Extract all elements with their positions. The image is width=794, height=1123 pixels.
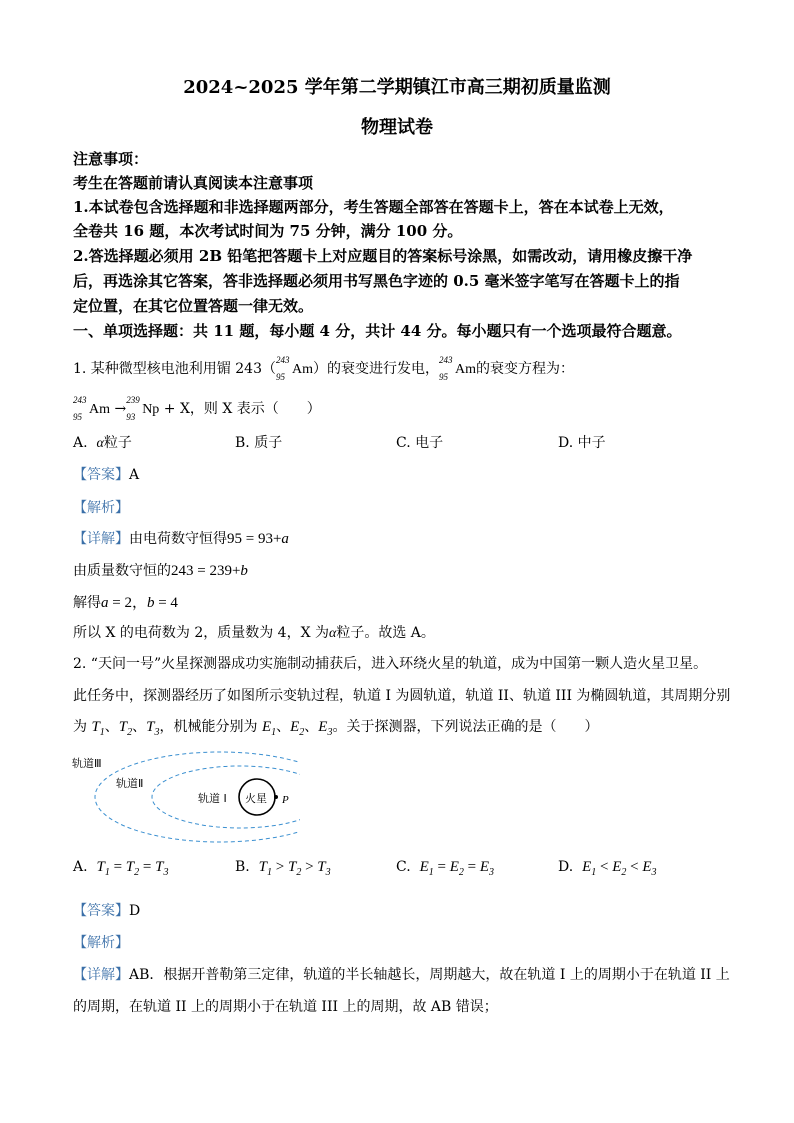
notice-heading: 注意事项： xyxy=(73,150,149,168)
separator: 、 xyxy=(132,719,147,735)
var: T xyxy=(96,859,105,875)
var: T xyxy=(146,719,155,735)
equation: 243 = 239+ xyxy=(171,563,241,579)
separator: 、 xyxy=(276,719,291,735)
np-nuclide xyxy=(126,395,160,422)
detail-tag: 【详解】 xyxy=(73,531,129,547)
variable: a xyxy=(281,531,289,547)
subscript: 2 xyxy=(458,867,464,878)
q2-option-a xyxy=(73,859,168,878)
q1-equation xyxy=(73,395,321,422)
am-z: 95 xyxy=(275,372,285,382)
option-letter: C. xyxy=(396,859,411,875)
E1 xyxy=(261,719,277,738)
subscript: 1 xyxy=(104,867,110,878)
subscript: 1 xyxy=(267,867,272,878)
detail-text: AB．根据开普勒第三定律，轨道的半长轴越长，周期越大，故在轨道 I 上的周期小于在轨道 II 上 xyxy=(129,967,730,983)
detail-text: 由质量数守恒的 xyxy=(73,563,171,579)
subscript: 3 xyxy=(325,867,331,878)
notice-line: 1.本试卷包含选择题和非选择题两部分，考生答题全部答在答题卡上，答在本试卷上无效， xyxy=(73,198,674,216)
q2-stem-line: 此任务中，探测器经历了如图所示变轨过程，轨道 I 为圆轨道，轨道 II、轨道 III 为椭圆轨道，其周期分别 xyxy=(73,688,731,704)
subscript: 2 xyxy=(296,867,302,878)
am-z: 95 xyxy=(73,412,82,422)
np-mass: 239 xyxy=(126,395,140,405)
var: E xyxy=(582,859,592,875)
q1-option-d: D. 中子 xyxy=(558,435,606,451)
notice-line: 定位置，在其它位置答题一律无效。 xyxy=(73,297,314,315)
E3 xyxy=(318,719,333,738)
subscript: 3 xyxy=(163,867,169,878)
q1-detail-line xyxy=(73,528,289,548)
detail-text: 所以 X 的电荷数为 2，质量数为 4，X 为 xyxy=(73,625,329,641)
alpha-symbol: α xyxy=(329,626,337,641)
subscript: 3 xyxy=(489,867,495,878)
subscript: 3 xyxy=(154,727,160,738)
variable: b xyxy=(146,595,155,611)
var: T xyxy=(287,859,297,875)
section-heading: 一、单项选择题：共 11 题，每小题 4 分，共计 44 分。每小题只有一个选项最符合题意。 xyxy=(73,322,682,340)
q1-detail-line xyxy=(73,560,248,580)
q2-stem-line: 2. “天问一号”火星探测器成功实施制动捕获后，进入环绕火星的轨道，成为中国第一颗人造火星卫星。 xyxy=(73,656,708,672)
am-symbol: Am xyxy=(291,362,313,377)
var: T xyxy=(317,859,326,875)
operator: = xyxy=(437,859,446,875)
operator: < xyxy=(630,859,639,875)
separator: 、 xyxy=(304,719,319,735)
T3 xyxy=(146,719,160,738)
option-letter: A. xyxy=(73,859,88,875)
notice-line: 全卷共 16 题，本次考试时间为 75 分钟，满分 100 分。 xyxy=(73,222,463,240)
q1-stem xyxy=(73,355,574,382)
am-z: 95 xyxy=(438,372,448,382)
notice-line: 考生在答题前请认真阅读本注意事项 xyxy=(73,174,314,192)
var: E xyxy=(449,859,459,875)
mars-label: 火星 xyxy=(245,792,267,805)
detail-text: 解得 xyxy=(73,595,101,611)
am-nuclide xyxy=(73,395,110,422)
detail-tag: 【详解】 xyxy=(73,967,129,983)
var: E xyxy=(479,859,490,875)
orbit2-label: 轨道Ⅱ xyxy=(116,777,144,790)
stem-text: 。关于探测器，下列说法正确的是（ ） xyxy=(332,719,599,735)
option-letter: A. xyxy=(73,435,88,451)
subscript: 2 xyxy=(299,727,305,738)
separator: 、 xyxy=(104,719,119,735)
am-symbol: Am xyxy=(89,402,110,417)
T1 xyxy=(91,719,105,738)
page-title: 2024~2025 学年第二学期镇江市高三期初质量监测 xyxy=(183,77,611,98)
subscript: 3 xyxy=(327,727,333,738)
q1-answer xyxy=(73,464,139,484)
eq-tail: + X xyxy=(163,401,190,417)
E2 xyxy=(290,719,305,738)
am-mass: 243 xyxy=(73,395,87,405)
page-subtitle: 物理试卷 xyxy=(361,117,433,138)
am-nuclide xyxy=(438,355,476,382)
notice-line: 2.答选择题必须用 2B 铅笔把答题卡上对应题目的答案标号涂黑，如需改动，请用橡皮擦干净 xyxy=(73,247,693,265)
q1-option-a xyxy=(73,432,132,452)
operator: = xyxy=(142,859,152,875)
orbit-diagram xyxy=(70,750,300,850)
q2-answer xyxy=(73,900,140,920)
operator: > xyxy=(275,859,285,875)
q2-option-d xyxy=(558,859,657,878)
equation: 95 = 93+ xyxy=(227,531,282,547)
detail-text: 粒子。故选 A。 xyxy=(336,625,435,641)
stem-text: 为 xyxy=(73,719,87,735)
arrow: → xyxy=(114,401,127,417)
q1-option-b: B. 质子 xyxy=(235,435,283,451)
q1-stem-text: ，则 X 表示（ ） xyxy=(189,401,321,417)
detail-text: 由电荷数守恒得 xyxy=(129,531,227,547)
var: T xyxy=(258,859,267,875)
q1-stem-text: ）的衰变进行发电， xyxy=(312,361,439,377)
q1-option-c: C. 电子 xyxy=(396,435,444,451)
analysis-tag: 【解析】 xyxy=(73,500,129,516)
q1-stem-text: 1. 某种微型核电池利用镅 243（ xyxy=(73,361,276,377)
point-p-dot xyxy=(274,795,278,799)
subscript: 1 xyxy=(271,727,277,738)
answer-value: A xyxy=(129,467,140,483)
answer-tag: 【答案】 xyxy=(73,467,129,483)
am-nuclide xyxy=(275,355,313,382)
am-mass: 243 xyxy=(438,355,453,365)
var: E xyxy=(642,859,652,875)
q2-option-c xyxy=(396,859,494,878)
q2-option-b xyxy=(235,859,331,878)
var: T xyxy=(91,719,100,735)
var: T xyxy=(125,859,135,875)
var: E xyxy=(318,719,328,735)
q1-stem-text: 的衰变方程为： xyxy=(475,361,574,377)
q2-detail-line xyxy=(73,964,730,984)
subscript: 2 xyxy=(134,867,140,878)
np-symbol: Np xyxy=(142,402,160,417)
subscript: 3 xyxy=(651,867,657,878)
q1-detail-line xyxy=(73,622,435,642)
subscript: 2 xyxy=(127,727,133,738)
T2 xyxy=(118,719,133,738)
subscript: 1 xyxy=(428,867,434,878)
analysis-tag: 【解析】 xyxy=(73,935,129,951)
q2-detail-line: 的周期，在轨道 II 上的周期小于在轨道 III 上的周期，故 AB 错误； xyxy=(73,999,498,1015)
option-text: 粒子 xyxy=(103,435,132,451)
var: T xyxy=(155,859,164,875)
subscript: 2 xyxy=(621,867,627,878)
q2-stem-line xyxy=(73,716,598,738)
subscript: 1 xyxy=(591,867,597,878)
answer-value: D xyxy=(129,903,141,919)
operator: < xyxy=(600,859,609,875)
var: T xyxy=(118,719,128,735)
am-symbol: Am xyxy=(454,362,476,377)
orbit3-label: 轨道Ⅲ xyxy=(72,757,102,770)
var: E xyxy=(612,859,622,875)
q1-detail-line xyxy=(73,591,178,612)
option-letter: B. xyxy=(235,859,250,875)
am-mass: 243 xyxy=(275,355,290,365)
operator: > xyxy=(305,859,314,875)
np-z: 93 xyxy=(126,412,136,422)
orbit1-label: 轨道 I xyxy=(198,792,227,805)
equation: = 4 xyxy=(154,595,178,611)
var: E xyxy=(419,859,429,875)
stem-text: ，机械能分别为 xyxy=(159,719,258,735)
var: E xyxy=(261,719,272,735)
equation: = 2， xyxy=(108,595,147,611)
subscript: 1 xyxy=(99,727,105,738)
variable: b xyxy=(240,563,248,579)
var: E xyxy=(290,719,300,735)
alpha-symbol: α xyxy=(96,436,104,451)
variable: a xyxy=(101,595,109,611)
point-p-label: P xyxy=(282,794,289,806)
option-letter: D. xyxy=(558,859,574,875)
answer-tag: 【答案】 xyxy=(73,903,129,919)
operator: = xyxy=(467,859,477,875)
notice-line: 后，再选涂其它答案，答非选择题必须用书写黑色字迹的 0.5 毫米签字笔写在答题卡上的指 xyxy=(73,272,680,290)
operator: = xyxy=(113,859,123,875)
